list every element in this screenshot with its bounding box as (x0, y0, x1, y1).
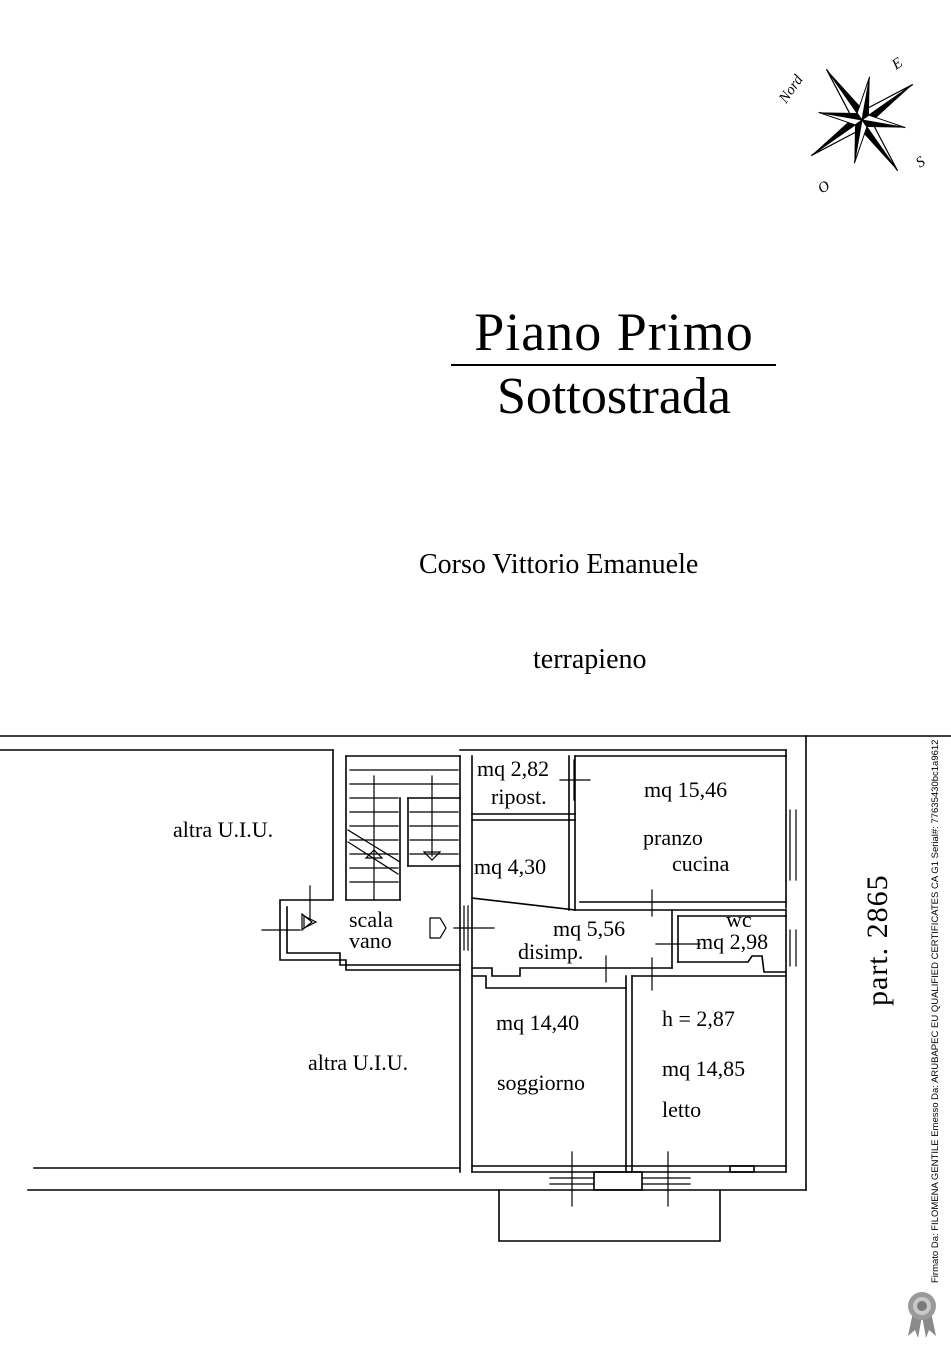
wc-name: wc (726, 907, 752, 932)
hall-area: mq 5,56 (553, 916, 626, 941)
living-name: soggiorno (497, 1070, 585, 1095)
digital-signature-text: Firmato Da: FILOMENA GENTILE Emesso Da: ARUBAPEC EU QUALIFIED CERTIFICATES CA G1 Serial#: 77635430bc1a9612 (930, 739, 941, 1283)
ceiling-height: h = 2,87 (662, 1006, 735, 1031)
bedroom-area: mq 14,85 (662, 1056, 746, 1081)
door-markers (262, 760, 700, 1206)
neighbor-unit-lower: altra U.I.U. (308, 1050, 409, 1075)
embankment-label: terrapieno (533, 644, 647, 675)
boundary-lines (0, 736, 951, 1190)
living-area: mq 14,40 (496, 1010, 580, 1035)
kitchen-name-line2: cucina (672, 851, 730, 876)
bedroom-name: letto (662, 1097, 702, 1122)
neighbor-unit-upper: altra U.I.U. (173, 817, 274, 842)
small-room-area: mq 4,30 (474, 854, 547, 879)
title-divider (451, 364, 776, 366)
stair-name-line2: vano (349, 928, 392, 953)
parcel-number: part. 2865 (861, 874, 894, 1006)
plan-title-floor: Piano Primo (474, 302, 754, 362)
compass-rose (775, 33, 948, 206)
kitchen-area: mq 15,46 (644, 777, 728, 802)
compass-south-label: S (913, 153, 929, 172)
compass-west-label: O (815, 177, 834, 198)
plan-title-level: Sottostrada (497, 368, 731, 425)
stair-name-line1: scala (349, 907, 393, 932)
kitchen-name-line1: pranzo (643, 825, 703, 850)
street-name: Corso Vittorio Emanuele (419, 549, 699, 580)
hall-name: disimp. (518, 939, 584, 964)
storage-area: mq 2,82 (477, 756, 550, 781)
certified-seal-icon (908, 1292, 936, 1338)
compass-east-label: E (889, 54, 906, 74)
interior-walls (472, 750, 786, 1241)
compass-north-label: Nord (776, 72, 807, 107)
wc-area: mq 2,98 (696, 929, 769, 954)
storage-name: ripost. (491, 784, 547, 809)
